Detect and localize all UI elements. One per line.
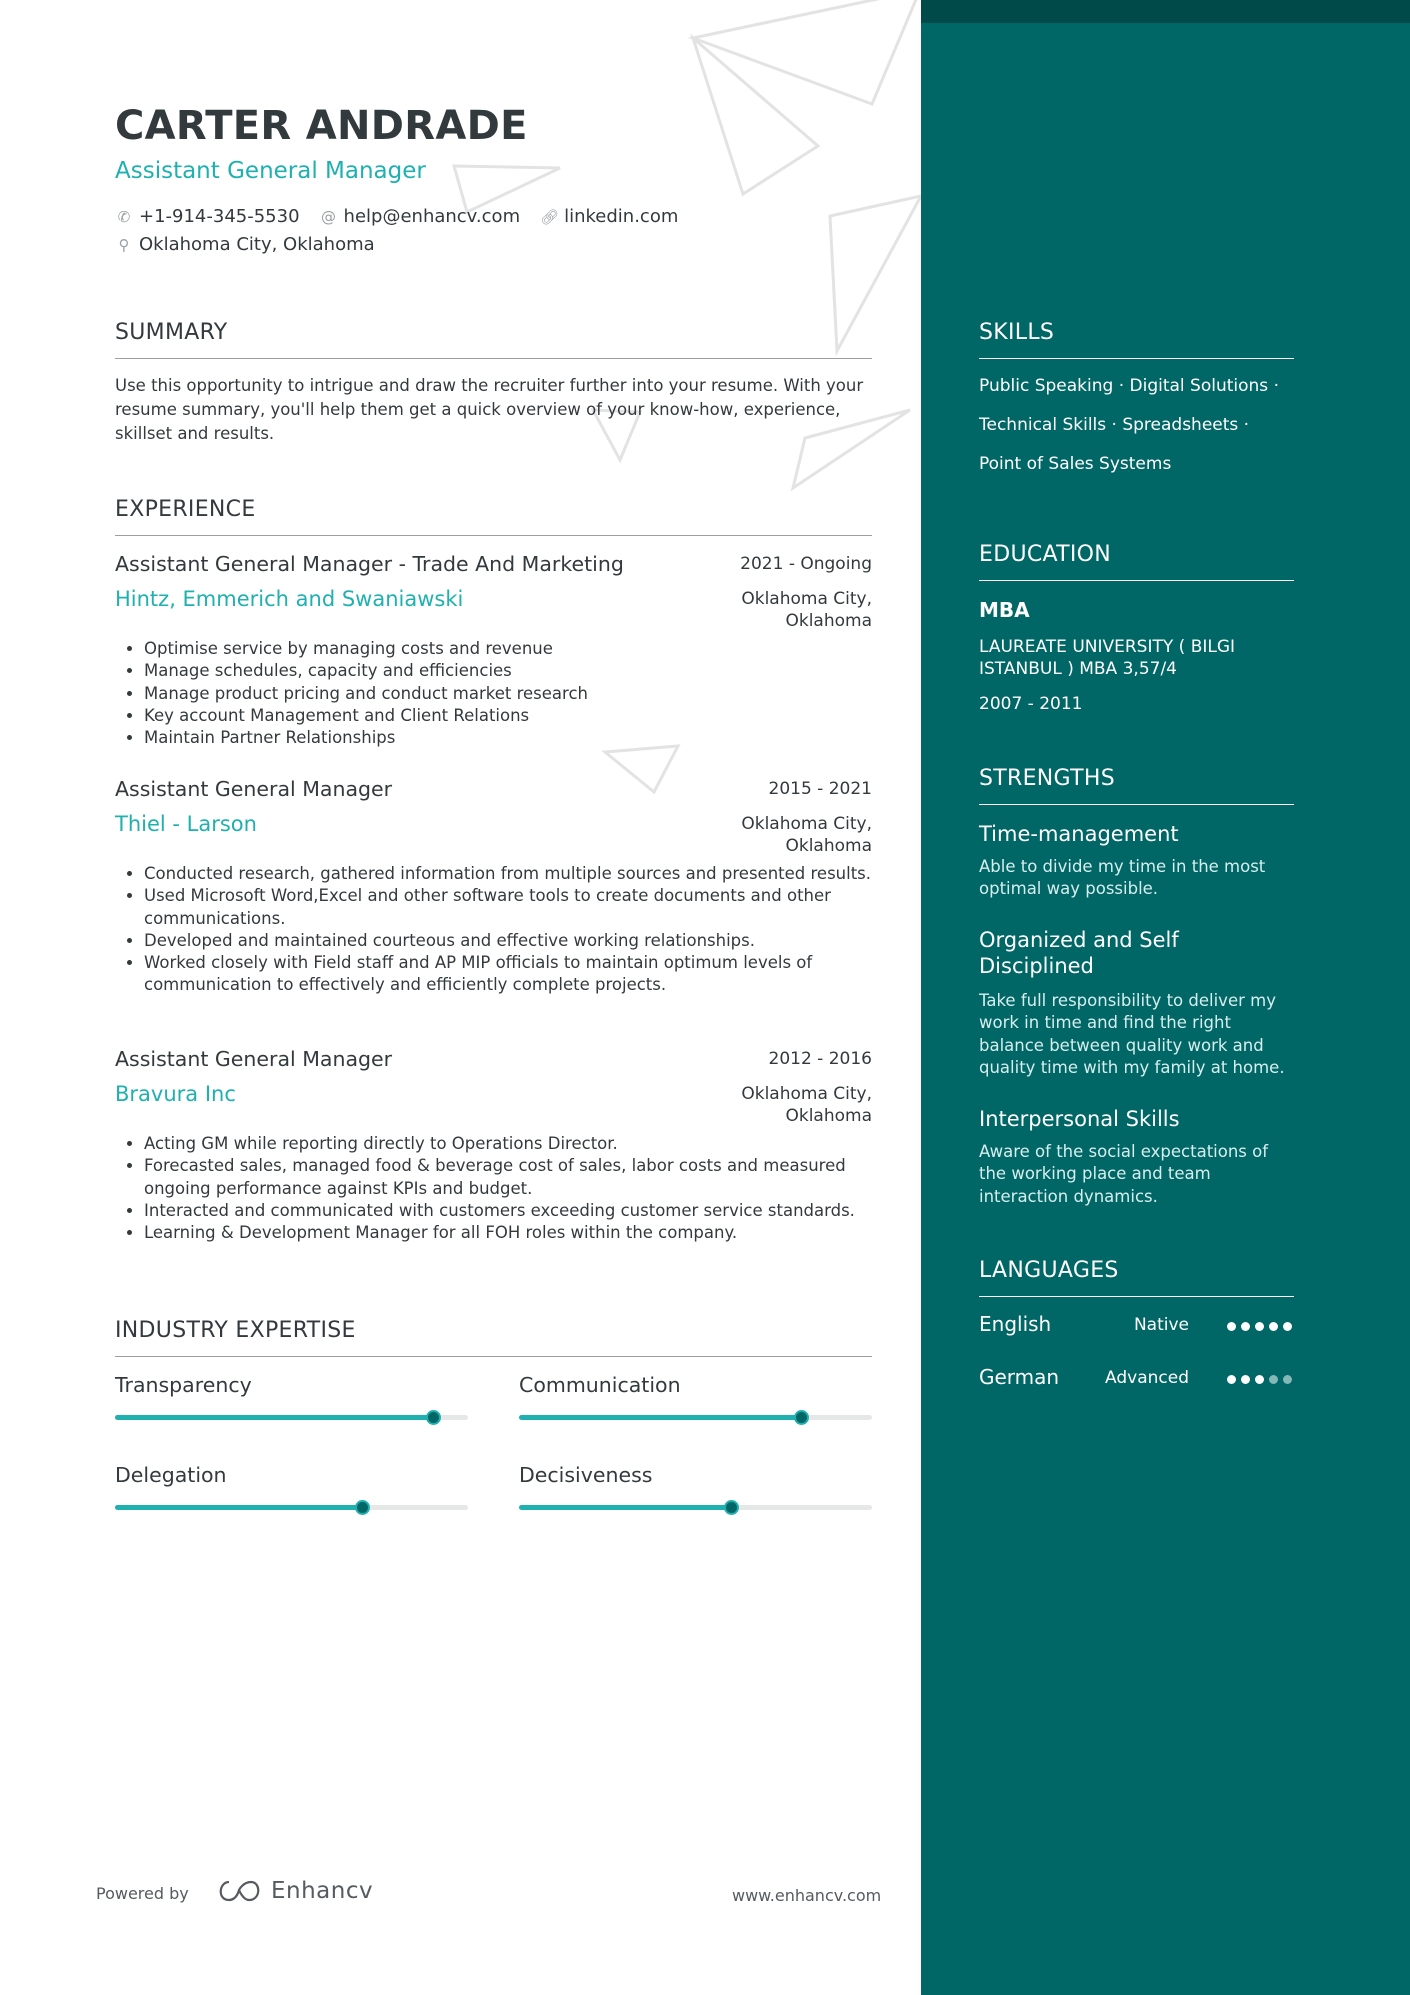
education-dates: 2007 - 2011 <box>979 694 1083 714</box>
job-location <box>712 588 872 632</box>
enhancv-logo[interactable] <box>215 1878 373 1904</box>
job-company: Bravura Inc <box>115 1082 236 1106</box>
proficiency-dot-filled <box>1241 1322 1250 1331</box>
proficiency-dot-filled <box>1269 1322 1278 1331</box>
link-icon: 🔗︎ <box>540 207 560 226</box>
expertise-heading: INDUSTRY EXPERTISE <box>115 1318 872 1357</box>
language-name: English <box>979 1312 1052 1336</box>
candidate-name: CARTER ANDRADE <box>115 103 528 149</box>
proficiency-dot-filled <box>1241 1375 1250 1384</box>
job-location <box>712 1083 872 1127</box>
language-level: Native <box>1133 1315 1189 1335</box>
education-school: LAUREATE UNIVERSITY ( BILGI ISTANBUL ) MBA 3,57/4 <box>979 637 1236 679</box>
expertise-bar-knob <box>794 1410 809 1425</box>
job-bullet: • Key account Management and Client Relations <box>144 705 872 727</box>
strength-desc: Aware of the social expectations of the working place and team interaction dynamics. <box>979 1142 1269 1206</box>
proficiency-dot-empty <box>1269 1375 1278 1384</box>
location-text: Oklahoma City, Oklahoma <box>139 234 375 255</box>
job-bullet: • Interacted and communicated with customers exceeding customer service standards. <box>144 1200 872 1222</box>
job-bullet: • Manage schedules, capacity and efficiencies <box>144 660 872 682</box>
language-name: German <box>979 1365 1060 1389</box>
job-title: Assistant General Manager - Trade And Marketing <box>115 552 624 576</box>
proficiency-dot-filled <box>1227 1322 1236 1331</box>
skills-line: Technical Skills · Spreadsheets · <box>979 415 1250 435</box>
job-location-line1: Oklahoma City, <box>741 589 872 609</box>
expertise-label: Transparency <box>115 1373 252 1397</box>
strength-title: Time-management <box>979 822 1179 846</box>
proficiency-dot-filled <box>1283 1322 1292 1331</box>
skills-heading: SKILLS <box>979 320 1294 359</box>
contact-location-row <box>115 234 395 255</box>
enhancv-logo-text: Enhancv <box>271 1878 374 1904</box>
expertise-bar-knob <box>724 1500 739 1515</box>
contact-location <box>115 234 375 255</box>
sidebar <box>921 0 1410 1995</box>
languages-heading: LANGUAGES <box>979 1258 1294 1297</box>
job-bullet: • Worked closely with Field staff and AP MIP officials to maintain optimum levels of communication to effectively and efficiently complete projects. <box>144 952 872 997</box>
job-bullet: • Forecasted sales, managed food & beverage cost of sales, labor costs and measured ongoing performance against KPIs and budget. <box>144 1155 872 1200</box>
candidate-role: Assistant General Manager <box>115 158 426 184</box>
proficiency-dot-filled <box>1227 1375 1236 1384</box>
job-bullet: • Used Microsoft Word,Excel and other software tools to create documents and other communications. <box>144 885 872 930</box>
expertise-item <box>519 1463 872 1487</box>
job-bullet: • Learning & Development Manager for all FOH roles within the company. <box>144 1222 872 1244</box>
expertise-bar-fill <box>519 1415 801 1420</box>
contact-phone[interactable] <box>115 206 300 227</box>
at-icon: @ <box>321 207 337 226</box>
job-bullets <box>115 1133 872 1244</box>
language-item <box>979 1365 1294 1395</box>
sidebar-top-band <box>921 0 1410 23</box>
proficiency-dot-filled <box>1255 1375 1264 1384</box>
contact-email[interactable] <box>320 206 521 227</box>
job-bullet: • Conducted research, gathered information from multiple sources and presented results. <box>144 863 872 885</box>
expertise-label: Decisiveness <box>519 1463 653 1487</box>
job-company: Hintz, Emmerich and Swaniawski <box>115 587 464 611</box>
summary-heading: SUMMARY <box>115 320 872 359</box>
job-title: Assistant General Manager <box>115 1047 393 1071</box>
contact-linkedin[interactable] <box>540 206 678 227</box>
phone-text: +1-914-345-5530 <box>139 206 300 227</box>
job-location <box>712 813 872 857</box>
expertise-bar <box>519 1505 872 1510</box>
email-text: help@enhancv.com <box>343 206 521 227</box>
strength-title: Organized and Self Disciplined <box>979 928 1179 978</box>
expertise-label: Delegation <box>115 1463 227 1487</box>
education-degree: MBA <box>979 598 1030 622</box>
expertise-bar-fill <box>519 1505 731 1510</box>
skills-line: Public Speaking · Digital Solutions · <box>979 376 1279 396</box>
expertise-bar-knob <box>426 1410 441 1425</box>
job-dates: 2021 - Ongoing <box>740 554 872 574</box>
expertise-item <box>115 1463 468 1487</box>
language-proficiency-dots <box>1222 1322 1292 1331</box>
language-level: Advanced <box>1105 1368 1189 1388</box>
job-location-line2: Oklahoma <box>785 836 872 856</box>
footer-url[interactable]: www.enhancv.com <box>732 1886 882 1905</box>
strength-title: Interpersonal Skills <box>979 1107 1180 1131</box>
job-bullets <box>115 863 872 997</box>
job-location-line1: Oklahoma City, <box>741 1084 872 1104</box>
job-bullet: • Developed and maintained courteous and effective working relationships. <box>144 930 872 952</box>
job-bullet: • Optimise service by managing costs and revenue <box>144 638 872 660</box>
location-pin-icon: ⚲ <box>118 235 130 254</box>
summary-text: Use this opportunity to intrigue and draw the recruiter further into your resume. With your resume summary, you'll help them get a quick overview of your know-how, experience, skillset and results. <box>115 376 864 443</box>
strength-desc: Able to divide my time in the most optimal way possible. <box>979 857 1266 899</box>
expertise-bar-fill <box>115 1415 433 1420</box>
job-bullet: • Maintain Partner Relationships <box>144 727 872 749</box>
proficiency-dot-empty <box>1283 1375 1292 1384</box>
skills-line: Point of Sales Systems <box>979 454 1172 474</box>
language-proficiency-dots <box>1222 1375 1292 1384</box>
job-location-line2: Oklahoma <box>785 611 872 631</box>
job-title: Assistant General Manager <box>115 777 393 801</box>
expertise-bar-fill <box>115 1505 362 1510</box>
strengths-heading: STRENGTHS <box>979 766 1294 805</box>
expertise-item <box>115 1373 468 1397</box>
job-dates: 2012 - 2016 <box>768 1049 872 1069</box>
expertise-item <box>519 1373 872 1397</box>
language-item <box>979 1312 1294 1342</box>
expertise-bar <box>519 1415 872 1420</box>
job-location-line1: Oklahoma City, <box>741 814 872 834</box>
linkedin-text: linkedin.com <box>564 206 679 227</box>
contact-row <box>115 206 698 227</box>
strength-desc: Take full responsibility to deliver my work in time and find the right balance between quality work and quality time with my family at home. <box>979 991 1285 1077</box>
expertise-bar <box>115 1505 468 1510</box>
job-bullets <box>115 638 872 749</box>
enhancv-logo-icon <box>215 1878 263 1904</box>
job-location-line2: Oklahoma <box>785 1106 872 1126</box>
job-dates: 2015 - 2021 <box>768 779 872 799</box>
expertise-bar <box>115 1415 468 1420</box>
footer-powered-by: Powered by <box>96 1884 189 1903</box>
phone-icon: ✆ <box>117 207 131 226</box>
education-heading: EDUCATION <box>979 542 1294 581</box>
job-bullet: • Acting GM while reporting directly to Operations Director. <box>144 1133 872 1155</box>
expertise-bar-knob <box>355 1500 370 1515</box>
proficiency-dot-filled <box>1255 1322 1264 1331</box>
job-bullet: • Manage product pricing and conduct market research <box>144 683 872 705</box>
experience-heading: EXPERIENCE <box>115 497 872 536</box>
job-company: Thiel - Larson <box>115 812 257 836</box>
expertise-label: Communication <box>519 1373 681 1397</box>
